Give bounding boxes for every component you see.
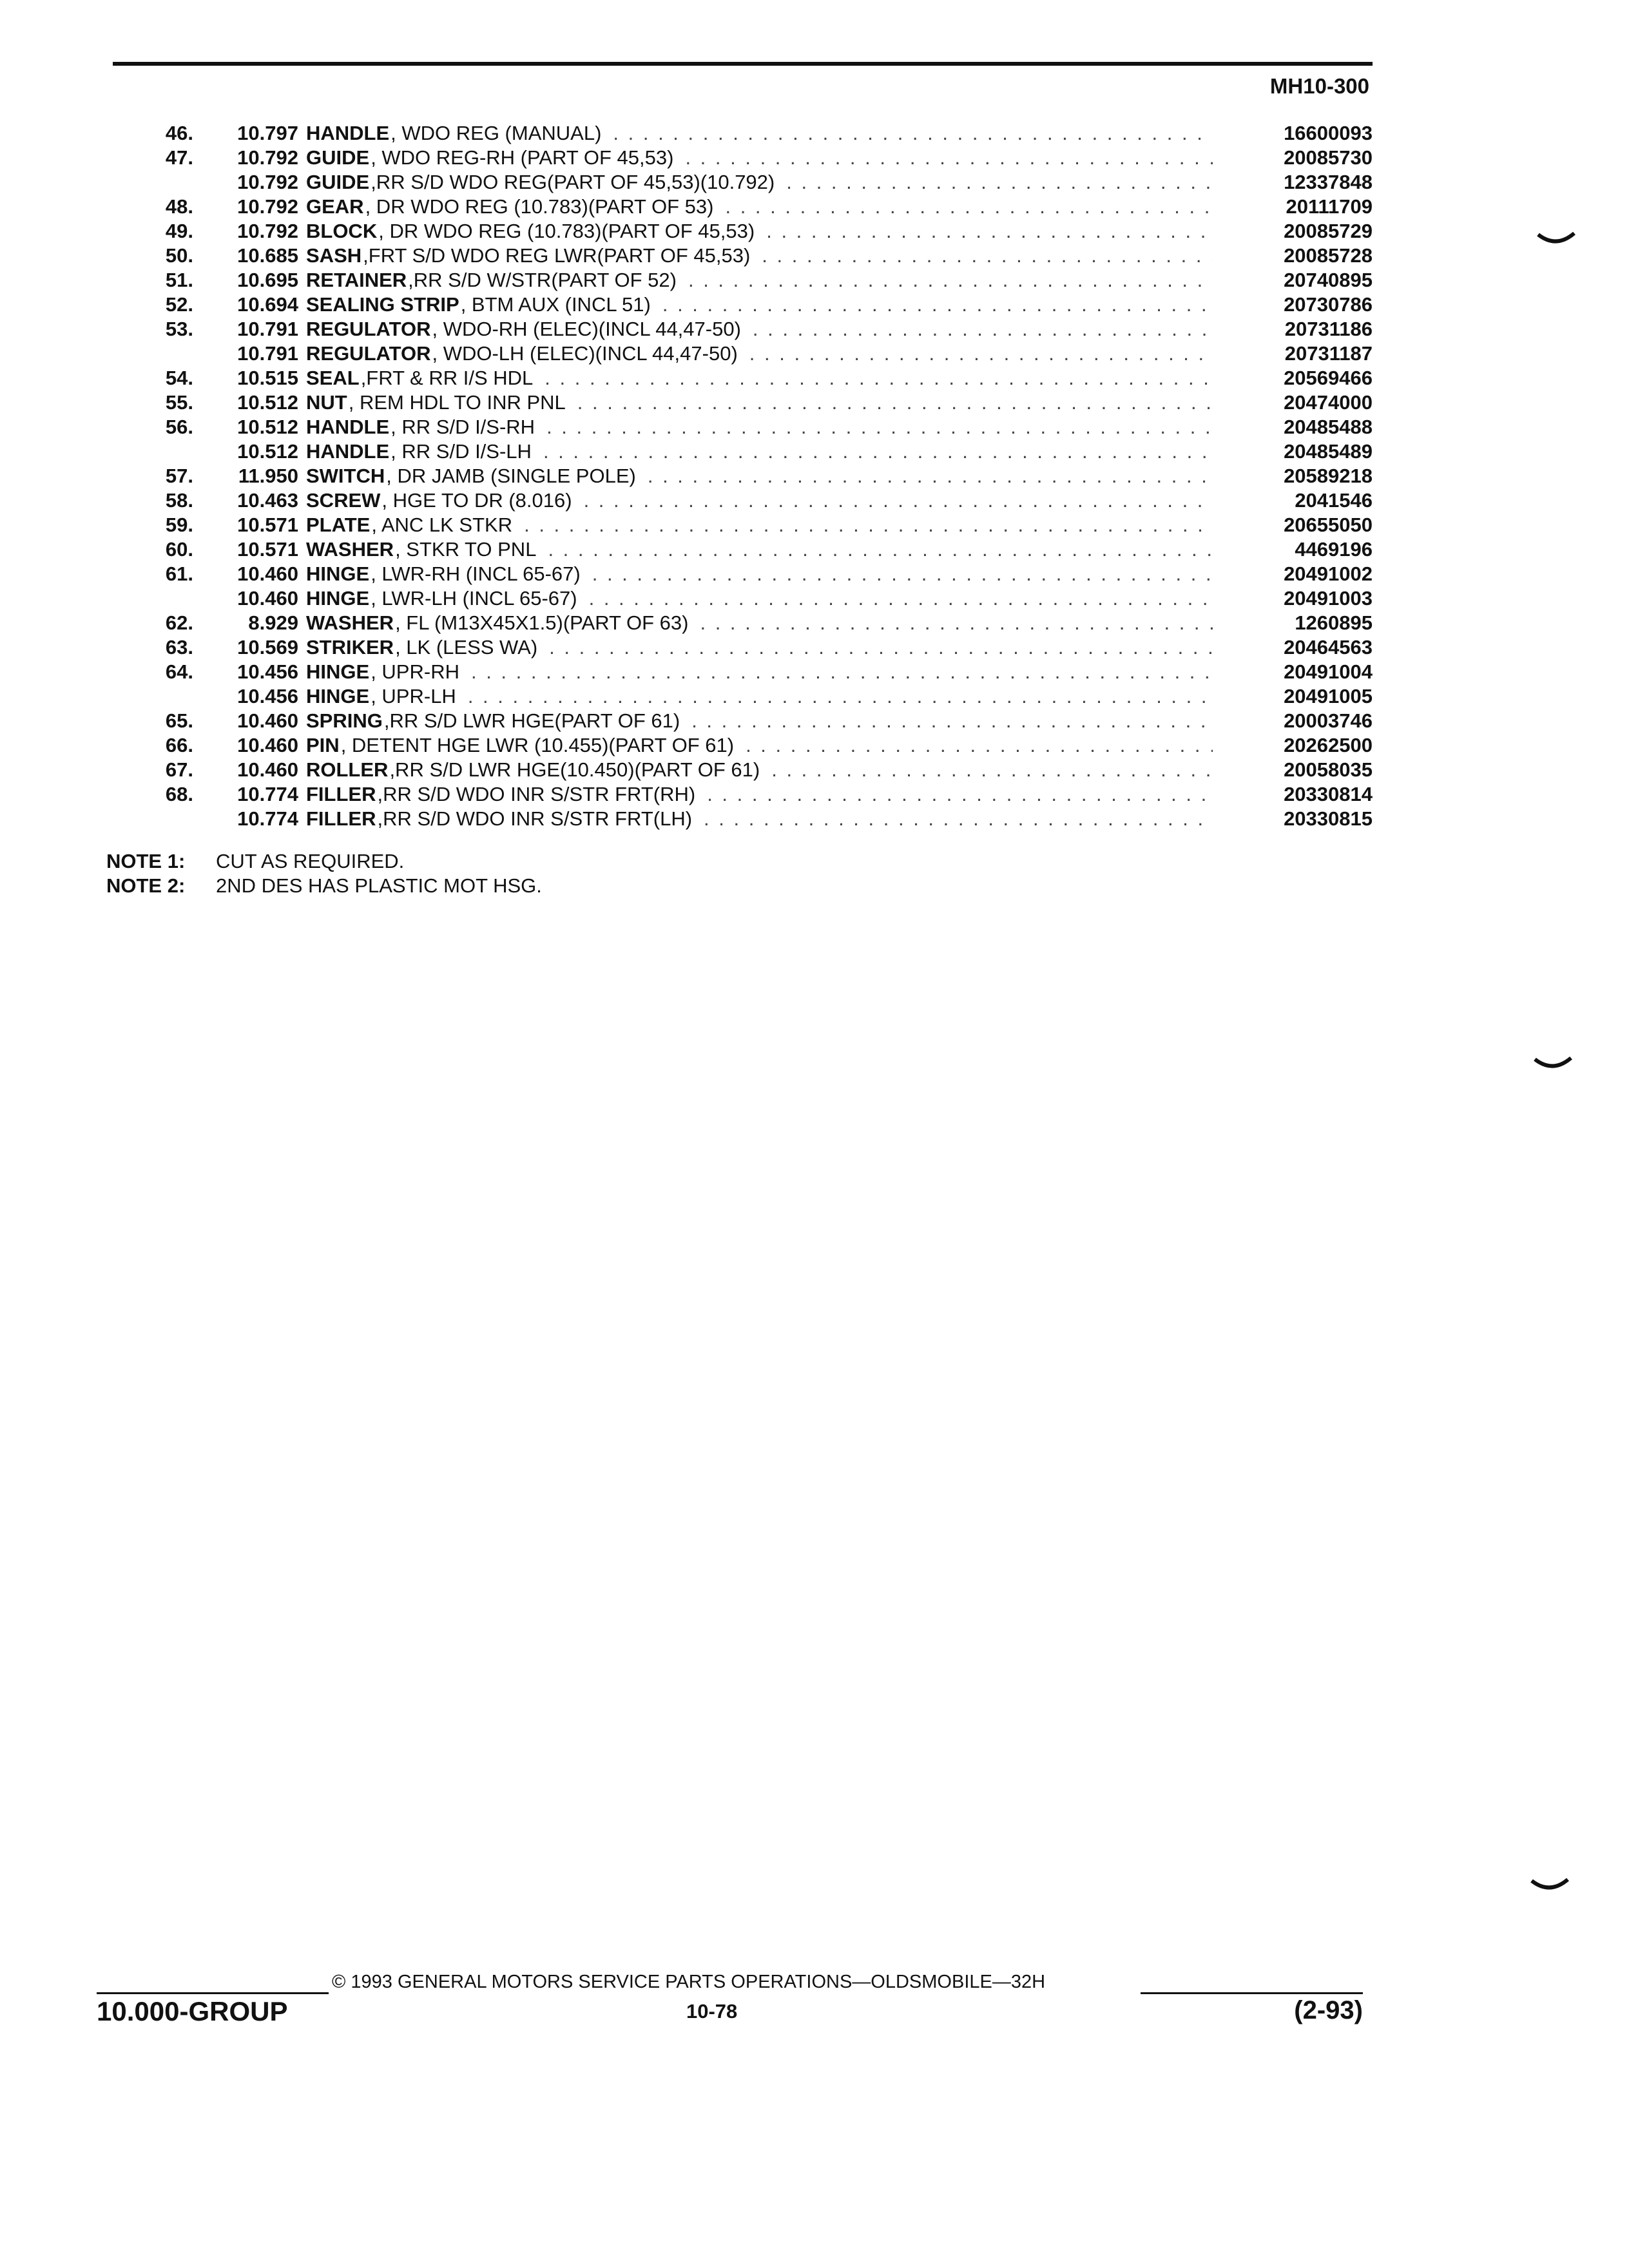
group-number: 10.791 xyxy=(237,318,298,340)
part-row xyxy=(103,146,1373,170)
group-number: 10.512 xyxy=(237,416,298,438)
header-rule xyxy=(113,62,1373,66)
dot-leader xyxy=(786,170,1213,195)
part-description: , WDO-LH (ELEC)(INCL 44,47-50) xyxy=(432,342,738,365)
part-row xyxy=(103,439,1373,464)
group-number: 11.950 xyxy=(238,465,298,487)
part-description: , DETENT HGE LWR (10.455)(PART OF 61) xyxy=(340,734,735,756)
note-text: CUT AS REQUIRED. xyxy=(216,850,405,872)
item-number: 52. xyxy=(165,293,193,316)
item-number: 50. xyxy=(165,244,193,267)
group-number: 10.695 xyxy=(237,269,298,291)
part-name: HINGE xyxy=(306,562,370,585)
group-number: 10.774 xyxy=(237,783,298,805)
part-number: 16600093 xyxy=(1284,122,1373,144)
part-row xyxy=(103,317,1373,341)
group-number: 10.515 xyxy=(237,367,298,389)
part-description: , LWR-LH (INCL 65-67) xyxy=(371,587,577,610)
part-description: , WDO REG (MANUAL) xyxy=(390,122,602,144)
part-row xyxy=(103,464,1373,488)
part-description: , LWR-RH (INCL 65-67) xyxy=(371,562,581,585)
dot-leader xyxy=(753,317,1213,341)
part-row xyxy=(103,341,1373,366)
binder-hole-mark-icon xyxy=(1530,1878,1569,1892)
dot-leader xyxy=(589,586,1213,611)
group-number: 10.792 xyxy=(237,171,298,193)
dot-leader xyxy=(700,611,1213,635)
group-number: 10.797 xyxy=(237,122,298,144)
part-number: 20655050 xyxy=(1284,514,1373,536)
group-number: 10.460 xyxy=(237,709,298,732)
part-row xyxy=(103,660,1373,684)
group-number: 10.774 xyxy=(237,807,298,830)
part-row xyxy=(103,807,1373,831)
part-name: PIN xyxy=(306,734,340,756)
part-row xyxy=(103,537,1373,562)
part-row xyxy=(103,390,1373,415)
part-row xyxy=(103,513,1373,537)
part-name: FILLER xyxy=(306,783,376,805)
part-row xyxy=(103,366,1373,390)
group-number: 10.512 xyxy=(237,440,298,463)
part-name: ROLLER xyxy=(306,758,389,781)
dot-leader xyxy=(584,488,1213,513)
part-number: 20111709 xyxy=(1286,195,1373,218)
part-description: , DR WDO REG (10.783)(PART OF 53) xyxy=(365,195,714,218)
part-description: , UPR-LH xyxy=(371,685,456,707)
part-row xyxy=(103,709,1373,733)
group-number: 10.460 xyxy=(237,734,298,756)
dot-leader xyxy=(549,635,1213,660)
part-description: , FL (M13X45X1.5)(PART OF 63) xyxy=(395,611,689,634)
part-number: 20330815 xyxy=(1284,807,1373,830)
part-row xyxy=(103,293,1373,317)
dot-leader xyxy=(707,782,1213,807)
part-name: HANDLE xyxy=(306,416,390,438)
part-name: HINGE xyxy=(306,685,370,707)
part-row xyxy=(103,586,1373,611)
dot-leader xyxy=(762,244,1213,268)
group-number: 10.456 xyxy=(237,660,298,683)
part-name: GUIDE xyxy=(306,146,370,169)
dot-leader xyxy=(524,513,1213,537)
part-number: 20085730 xyxy=(1284,146,1373,169)
group-number: 8.929 xyxy=(248,611,298,634)
part-description: ,RR S/D WDO INR S/STR FRT(LH) xyxy=(377,807,693,830)
dot-leader xyxy=(691,709,1213,733)
group-number: 10.792 xyxy=(237,146,298,169)
item-number: 55. xyxy=(165,391,193,414)
dot-leader xyxy=(766,219,1213,244)
part-description: , LK (LESS WA) xyxy=(395,636,538,658)
part-name: REGULATOR xyxy=(306,318,431,340)
part-row xyxy=(103,244,1373,268)
part-name: SEALING STRIP xyxy=(306,293,459,316)
part-number: 12337848 xyxy=(1284,171,1373,193)
group-number: 10.456 xyxy=(237,685,298,707)
part-description: , UPR-RH xyxy=(371,660,459,683)
part-name: PLATE xyxy=(306,514,371,536)
part-description: ,RR S/D W/STR(PART OF 52) xyxy=(408,269,677,291)
part-name: FILLER xyxy=(306,807,376,830)
footer-rule-left xyxy=(97,1992,329,1994)
part-number: 20474000 xyxy=(1284,391,1373,414)
group-number: 10.791 xyxy=(237,342,298,365)
part-description: , ANC LK STKR xyxy=(371,514,513,536)
item-number: 67. xyxy=(165,758,193,781)
dot-leader xyxy=(771,758,1213,782)
part-description: , RR S/D I/S-RH xyxy=(390,416,535,438)
dot-leader xyxy=(648,464,1213,488)
part-number: 20740895 xyxy=(1284,269,1373,291)
part-name: GUIDE xyxy=(306,171,370,193)
part-name: SEAL xyxy=(306,367,360,389)
item-number: 59. xyxy=(165,514,193,536)
part-name: SPRING xyxy=(306,709,383,732)
part-description: , RR S/D I/S-LH xyxy=(390,440,532,463)
group-number: 10.460 xyxy=(237,562,298,585)
group-number: 10.685 xyxy=(237,244,298,267)
note-label: NOTE 1: xyxy=(106,850,186,872)
item-number: 60. xyxy=(165,538,193,561)
part-number: 20085728 xyxy=(1284,244,1373,267)
item-number: 51. xyxy=(165,269,193,291)
group-label: 10.000-GROUP xyxy=(97,1996,288,2026)
part-number: 20491005 xyxy=(1284,685,1373,707)
item-number: 54. xyxy=(165,367,193,389)
part-name: REGULATOR xyxy=(306,342,431,365)
part-number: 1260895 xyxy=(1295,611,1373,634)
part-number: 20003746 xyxy=(1284,709,1373,732)
part-name: WASHER xyxy=(306,538,394,561)
dot-leader xyxy=(592,562,1213,586)
part-name: SWITCH xyxy=(306,465,385,487)
item-number: 66. xyxy=(165,734,193,756)
part-number: 20491002 xyxy=(1284,562,1373,585)
copyright-line: © 1993 GENERAL MOTORS SERVICE PARTS OPERATIONS—OLDSMOBILE—32H xyxy=(332,1972,1046,1992)
part-row xyxy=(103,733,1373,758)
part-description: , DR WDO REG (10.783)(PART OF 45,53) xyxy=(378,220,755,242)
part-row xyxy=(103,415,1373,439)
item-number: 48. xyxy=(165,195,193,218)
group-number: 10.569 xyxy=(237,636,298,658)
part-row xyxy=(103,611,1373,635)
part-description: , WDO-RH (ELEC)(INCL 44,47-50) xyxy=(432,318,741,340)
item-number: 57. xyxy=(165,465,193,487)
group-number: 10.571 xyxy=(237,538,298,561)
note xyxy=(106,849,542,874)
part-name: BLOCK xyxy=(306,220,378,242)
group-number: 10.571 xyxy=(237,514,298,536)
binder-hole-mark-icon xyxy=(1537,232,1576,246)
part-number: 20491003 xyxy=(1284,587,1373,610)
dot-leader xyxy=(546,415,1213,439)
part-name: HINGE xyxy=(306,587,370,610)
part-row xyxy=(103,562,1373,586)
part-number: 20464563 xyxy=(1284,636,1373,658)
part-number: 20731187 xyxy=(1284,342,1373,365)
dot-leader xyxy=(704,807,1213,831)
item-number: 56. xyxy=(165,416,193,438)
part-name: GEAR xyxy=(306,195,364,218)
item-number: 65. xyxy=(165,709,193,732)
part-row xyxy=(103,219,1373,244)
part-name: RETAINER xyxy=(306,269,407,291)
part-number: 20589218 xyxy=(1284,465,1373,487)
group-number: 10.792 xyxy=(237,195,298,218)
part-row xyxy=(103,170,1373,195)
part-number: 20485489 xyxy=(1284,440,1373,463)
part-description: , WDO REG-RH (PART OF 45,53) xyxy=(371,146,674,169)
dot-leader xyxy=(545,366,1213,390)
dot-leader xyxy=(746,733,1213,758)
dot-leader xyxy=(548,537,1213,562)
dot-leader xyxy=(662,293,1213,317)
dot-leader xyxy=(543,439,1213,464)
part-description: , STKR TO PNL xyxy=(395,538,537,561)
part-name: NUT xyxy=(306,391,347,414)
part-row xyxy=(103,121,1373,146)
part-number: 20569466 xyxy=(1284,367,1373,389)
group-number: 10.460 xyxy=(237,758,298,781)
item-number: 46. xyxy=(165,122,193,144)
part-number: 20330814 xyxy=(1284,783,1373,805)
part-description: , BTM AUX (INCL 51) xyxy=(460,293,651,316)
dot-leader xyxy=(471,660,1213,684)
item-number: 58. xyxy=(165,489,193,512)
dot-leader xyxy=(749,341,1213,366)
part-number: 20262500 xyxy=(1284,734,1373,756)
parts-list xyxy=(103,121,1373,831)
group-number: 10.512 xyxy=(237,391,298,414)
part-row xyxy=(103,488,1373,513)
part-row xyxy=(103,195,1373,219)
footer-rule-right xyxy=(1141,1992,1363,1994)
part-description: ,RR S/D LWR HGE(10.450)(PART OF 61) xyxy=(389,758,760,781)
revision-date: (2-93) xyxy=(1294,1996,1363,2024)
part-number: 2041546 xyxy=(1295,489,1373,512)
part-number: 20731186 xyxy=(1284,318,1373,340)
part-number: 20085729 xyxy=(1284,220,1373,242)
part-name: HANDLE xyxy=(306,440,390,463)
note xyxy=(106,874,542,898)
dot-leader xyxy=(577,390,1213,415)
part-description: , REM HDL TO INR PNL xyxy=(348,391,566,414)
part-name: HANDLE xyxy=(306,122,390,144)
dot-leader xyxy=(468,684,1213,709)
part-row xyxy=(103,684,1373,709)
page-number: 10-78 xyxy=(686,2000,738,2023)
part-row xyxy=(103,268,1373,293)
part-name: HINGE xyxy=(306,660,370,683)
group-number: 10.463 xyxy=(237,489,298,512)
notes-section xyxy=(106,849,542,898)
note-label: NOTE 2: xyxy=(106,874,186,897)
part-number: 20058035 xyxy=(1284,758,1373,781)
part-number: 20491004 xyxy=(1284,660,1373,683)
document-code: MH10-300 xyxy=(1269,74,1369,98)
item-number: 63. xyxy=(165,636,193,658)
note-text: 2ND DES HAS PLASTIC MOT HSG. xyxy=(216,874,542,897)
group-number: 10.460 xyxy=(237,587,298,610)
part-description: ,RR S/D WDO REG(PART OF 45,53)(10.792) xyxy=(371,171,775,193)
group-number: 10.792 xyxy=(237,220,298,242)
part-number: 4469196 xyxy=(1295,538,1373,561)
group-number: 10.694 xyxy=(237,293,298,316)
part-description: ,RR S/D LWR HGE(PART OF 61) xyxy=(383,709,680,732)
part-description: , HGE TO DR (8.016) xyxy=(381,489,572,512)
part-row xyxy=(103,758,1373,782)
dot-leader xyxy=(685,146,1213,170)
part-name: SCREW xyxy=(306,489,381,512)
part-name: WASHER xyxy=(306,611,394,634)
part-number: 20485488 xyxy=(1284,416,1373,438)
part-row xyxy=(103,635,1373,660)
item-number: 53. xyxy=(165,318,193,340)
part-number: 20730786 xyxy=(1284,293,1373,316)
item-number: 47. xyxy=(165,146,193,169)
part-description: ,RR S/D WDO INR S/STR FRT(RH) xyxy=(377,783,696,805)
binder-hole-mark-icon xyxy=(1534,1057,1572,1071)
item-number: 49. xyxy=(165,220,193,242)
part-name: SASH xyxy=(306,244,362,267)
item-number: 61. xyxy=(165,562,193,585)
item-number: 62. xyxy=(165,611,193,634)
dot-leader xyxy=(613,121,1213,146)
item-number: 64. xyxy=(165,660,193,683)
part-description: ,FRT S/D WDO REG LWR(PART OF 45,53) xyxy=(363,244,751,267)
part-row xyxy=(103,782,1373,807)
part-description: ,FRT & RR I/S HDL xyxy=(360,367,534,389)
part-description: , DR JAMB (SINGLE POLE) xyxy=(386,465,636,487)
dot-leader xyxy=(688,268,1213,293)
item-number: 68. xyxy=(165,783,193,805)
dot-leader xyxy=(725,195,1213,219)
part-name: STRIKER xyxy=(306,636,394,658)
